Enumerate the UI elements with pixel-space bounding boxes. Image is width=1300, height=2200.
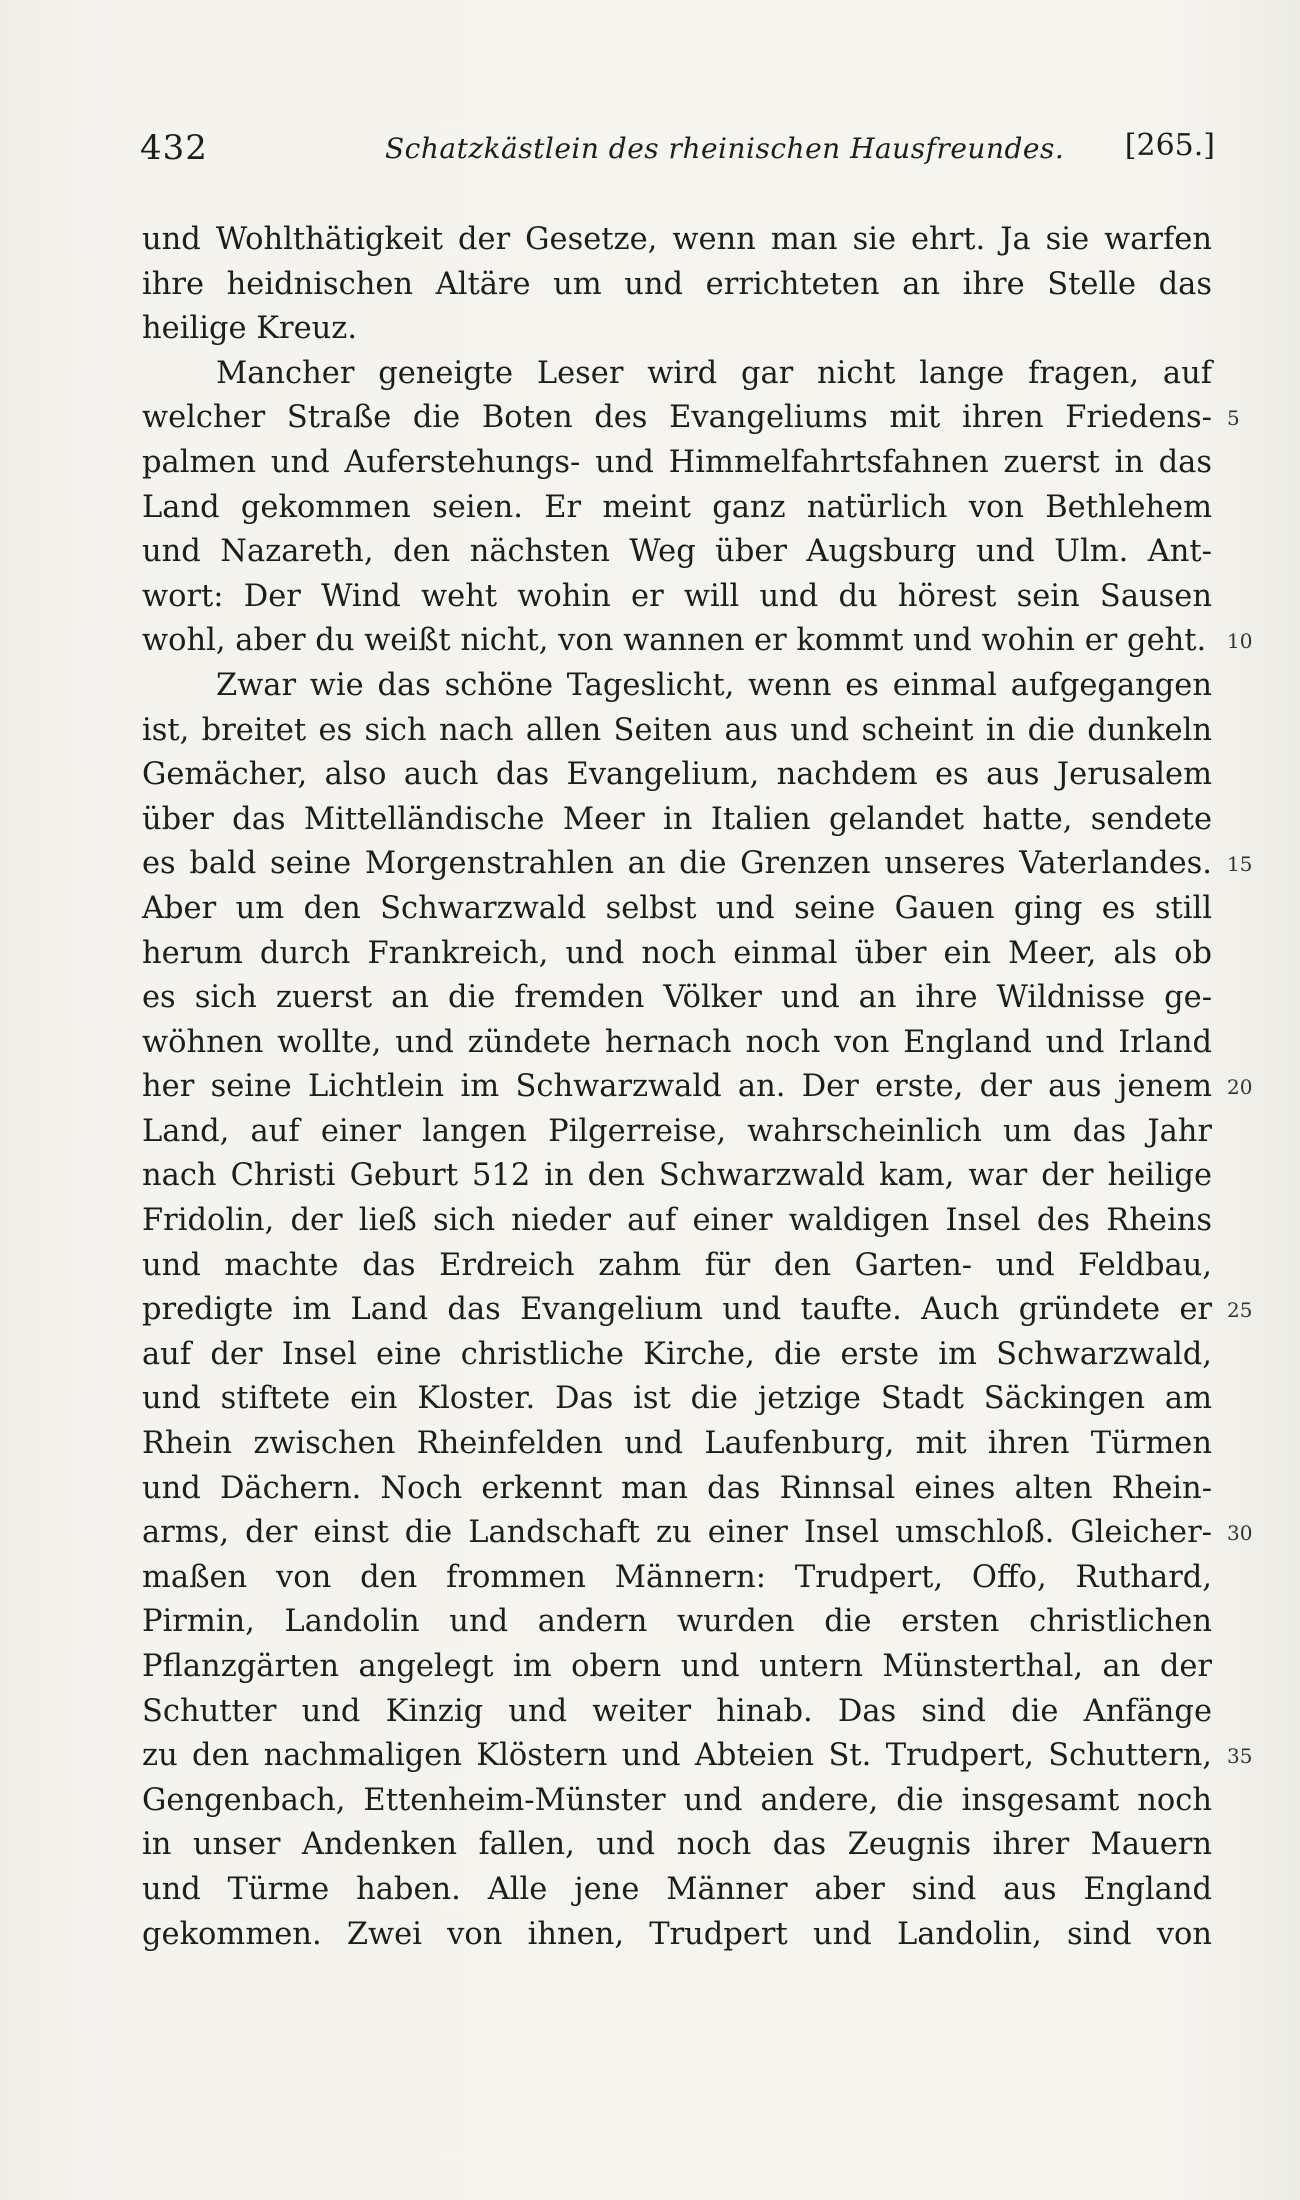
- text-line: und Dächern. Noch erkennt man das Rinnsal eines alten Rhein-: [142, 1470, 1212, 1506]
- text-line: Fridolin, der ließ sich nieder auf einer waldigen Insel des Rheins: [142, 1203, 1212, 1239]
- text-line: Schutter und Kinzig und weiter hinab. Das sind die Anfänge: [142, 1693, 1212, 1729]
- text-line: und Türme haben. Alle jene Männer aber sind aus England: [142, 1871, 1212, 1907]
- text-line: arms, der einst die Landschaft zu einer Insel umschloß. Gleicher- 30: [142, 1511, 1212, 1556]
- text-line: wöhnen wollte, und zündete hernach noch von England und Irland: [142, 1024, 1212, 1060]
- text-line: heilige Kreuz.: [142, 311, 358, 347]
- text-line: Gengenbach, Ettenheim-Münster und andere, die insgesamt noch: [142, 1782, 1212, 1818]
- text-line: ist, breitet es sich nach allen Seiten aus und scheint in die dunkeln: [142, 712, 1212, 748]
- text-line: Land, auf einer langen Pilgerreise, wahrscheinlich um das Jahr: [142, 1113, 1212, 1149]
- text-line: und Nazareth, den nächsten Weg über Augsburg und Ulm. Ant-: [142, 534, 1212, 570]
- text-line: wort: Der Wind weht wohin er will und du hörest sein Sausen: [142, 578, 1212, 614]
- text-line: gekommen. Zwei von ihnen, Trudpert und Landolin, sind von: [142, 1916, 1212, 1952]
- page-header: [140, 128, 1215, 188]
- text-line: und stiftete ein Kloster. Das ist die jetzige Stadt Säckingen am: [142, 1381, 1212, 1417]
- text-line: und Wohlthätigkeit der Gesetze, wenn man sie ehrt. Ja sie warfen: [142, 222, 1212, 257]
- text-line: und machte das Erdreich zahm für den Garten- und Feldbau,: [142, 1247, 1212, 1283]
- section-reference: [265.]: [1124, 128, 1215, 163]
- text-line: Land gekommen seien. Er meint ganz natürlich von Bethlehem: [142, 489, 1212, 525]
- text-line: Rhein zwischen Rheinfelden und Laufenburg, mit ihren Türmen: [142, 1426, 1212, 1462]
- running-title: Schatzkästlein des rheinischen Hausfreundes.: [385, 132, 1065, 165]
- text-line: Pirmin, Landolin und andern wurden die ersten christlichen: [142, 1604, 1212, 1640]
- text-line: in unser Andenken fallen, und noch das Zeugnis ihrer Mauern: [142, 1827, 1212, 1863]
- text-line: zu den nachmaligen Klöstern und Abteien St. Trudpert, Schuttern, 35: [142, 1734, 1212, 1779]
- line-number: 30: [1227, 1521, 1253, 1546]
- text-line: nach Christi Geburt 512 in den Schwarzwald kam, war der heilige: [142, 1158, 1212, 1194]
- text-line: Pflanzgärten angelegt im obern und untern Münsterthal, an der: [142, 1649, 1212, 1684]
- line-number: 10: [1227, 629, 1253, 654]
- text-line: auf der Insel eine christliche Kirche, die erste im Schwarzwald,: [142, 1336, 1212, 1372]
- text-line: ihre heidnischen Altäre um und errichteten an ihre Stelle das: [142, 266, 1212, 302]
- text-line: wohl, aber du weißt nicht, von wannen er kommt und wohin er geht. 10: [142, 619, 1212, 664]
- text-line: maßen von den frommen Männern: Trudpert, Offo, Ruthard,: [142, 1559, 1212, 1595]
- line-number: 15: [1227, 852, 1253, 877]
- text-line: Aber um den Schwarzwald selbst und seine Gauen ging es still: [142, 890, 1212, 926]
- text-line: es sich zuerst an die fremden Völker und an ihre Wildnisse ge-: [142, 980, 1212, 1016]
- body-text: [142, 218, 1253, 1957]
- text-line: es bald seine Morgenstrahlen an die Grenzen unseres Vaterlandes. 15: [142, 842, 1212, 887]
- line-number: 20: [1227, 1075, 1253, 1100]
- paragraph-start-line: Zwar wie das schöne Tageslicht, wenn es einmal aufgegangen: [216, 667, 1212, 703]
- line-number: 35: [1227, 1744, 1253, 1769]
- text-line: Gemächer, also auch das Evangelium, nachdem es aus Jerusalem: [142, 757, 1212, 793]
- page-number: 432: [140, 128, 208, 168]
- text-line: über das Mittelländische Meer in Italien gelandet hatte, sendete: [142, 801, 1212, 837]
- line-number: 25: [1227, 1298, 1253, 1323]
- line-number: 5: [1227, 406, 1240, 431]
- paragraph-start-line: Mancher geneigte Leser wird gar nicht lange fragen, auf: [216, 355, 1212, 391]
- text-line: predigte im Land das Evangelium und taufte. Auch gründete er 25: [142, 1288, 1212, 1333]
- text-line: welcher Straße die Boten des Evangeliums mit ihren Friedens- 5: [142, 396, 1212, 441]
- text-line: palmen und Auferstehungs- und Himmelfahrtsfahnen zuerst in das: [142, 444, 1212, 480]
- text-line: herum durch Frankreich, und noch einmal über ein Meer, als ob: [142, 935, 1212, 971]
- text-line: her seine Lichtlein im Schwarzwald an. Der erste, der aus jenem 20: [142, 1065, 1212, 1110]
